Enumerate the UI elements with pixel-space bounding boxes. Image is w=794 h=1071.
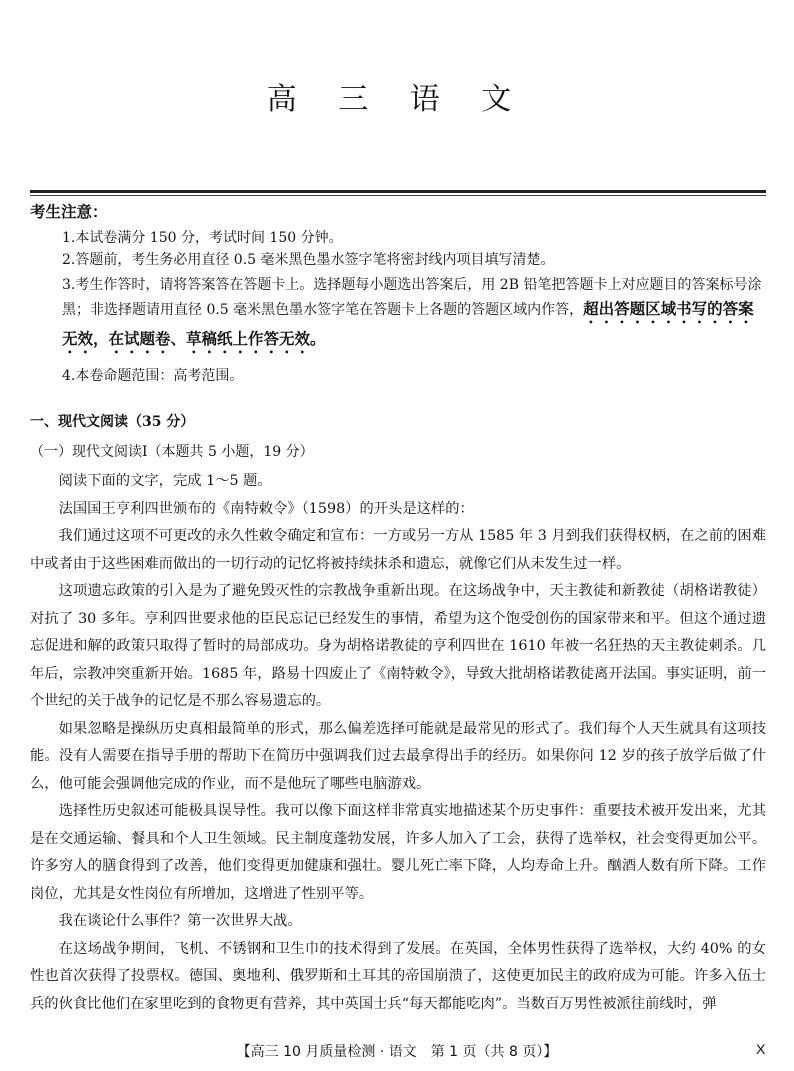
instruction-paragraph: 阅读下面的文字，完成 1～5 题。	[58, 473, 272, 489]
notice-item-1: 1.本试卷满分 150 分，考试时间 150 分钟。	[62, 230, 343, 246]
passage-paragraph: 选择性历史叙述可能极具误导性。我可以像下面这样非常真实地描述某个历史事件：重要技术被开发出来，尤其是在交通运输、餐具和个人卫生领域。民主制度蓬勃发展，许多人加入了工会，获得了选举权，社会变得更加公平。许多穷人的膳食得到了改善，他们变得更加健康和强壮。婴儿死亡率下降，人均寿命上升。酗酒人数有所下降。工作岗位，尤其是女性岗位有所增加，这增进了性别平等。	[30, 803, 766, 902]
page-title: 高 三 语 文	[266, 82, 528, 117]
notice-item-3-emphasis: 超出答题区域书写的答案无效，在试题卷、草稿纸上作答无效。	[62, 300, 754, 348]
subsection-heading: （一）现代文阅读Ⅰ（本题共 5 小题，19 分）	[30, 444, 314, 460]
notice-item-4: 4.本卷命题范围：高考范围。	[62, 368, 244, 384]
passage-paragraph: 如果忽略是操纵历史真相最简单的形式，那么偏差选择可能就是最常见的形式了。我们每个人天生就具有这项技能。没有人需要在指导手册的帮助下在简历中强调我们过去最拿得出手的经历。如果你问 12 岁的孩子放学后做了什么，他可能会强调他完成的作业，而不是他玩了哪些电脑游戏。	[30, 720, 766, 792]
divider-thin	[30, 195, 766, 196]
notice-item-3	[62, 273, 768, 357]
notice-item-3-text: 3.考生作答时，请将答案答在答题卡上。选择题每小题选出答案后，用 2B 铅笔把答题卡上对应题目的答案标号涂黑；非选择题请用直径 0.5 毫米黑色墨水签字笔在答题卡上各题的答题区域内作答，	[62, 277, 762, 318]
passage-paragraph: 在这场战争期间，飞机、不锈钢和卫生巾的技术得到了发展。在英国，全体男性获得了选举权，大约 40% 的女性也首次获得了投票权。德国、奥地利、俄罗斯和土耳其的帝国崩溃了，这使更加民主的政府成为可能。许多入伍士兵的伙食比他们在家里吃到的食物更有营养，其中英国士兵“每天都能吃肉”。当数百万男性被派往前线时，弹	[30, 940, 766, 1012]
passage-paragraph: 法国国王亨利四世颁布的《南特敕令》（1598）的开头是这样的：	[58, 500, 474, 517]
notice-heading: 考生注意：	[30, 203, 108, 221]
footer-mark: X	[756, 1041, 766, 1057]
passage-paragraph: 这项遗忘政策的引入是为了避免毁灭性的宗教战争重新出现。在这场战争中，天主教徒和新教徒（胡格诺教徒）对抗了 30 多年。亨利四世要求他的臣民忘记已经发生的事情，希望为这个饱受创伤的国家带来和平。但这个通过遗忘促进和解的政策只取得了暂时的局部成功。身为胡格诺教徒的亨利四世在 1610 年被一名狂热的天主教徒刺杀。几年后，宗教冲突重新开始。1685 年，路易十四废止了《南特敕令》，导致大批胡格诺教徒离开法国。事实证明，前一个世纪的关于战争的记忆是不那么容易遗忘的。	[30, 583, 766, 709]
notice-item-2: 2.答题前，考生务必用直径 0.5 毫米黑色墨水签字笔将密封线内项目填写清楚。	[62, 252, 555, 268]
section-heading: 一、现代文阅读（35 分）	[30, 414, 195, 430]
passage-paragraph: 我在谈论什么事件？第一次世界大战。	[58, 913, 302, 929]
passage-paragraph: 我们通过这项不可更改的永久性敕令确定和宣布：一方或另一方从 1585 年 3 月到我们获得权柄，在之前的困难中或者由于这些困难而做出的一切行动的记忆将被持续抹杀和遗忘，就像它们从未发生过一样。	[30, 528, 766, 572]
reading-passage	[30, 468, 766, 1018]
divider-thick	[30, 190, 766, 193]
page-footer: 【高三 10 月质量检测 · 语文 第 1 页（共 8 页）】	[236, 1044, 558, 1060]
